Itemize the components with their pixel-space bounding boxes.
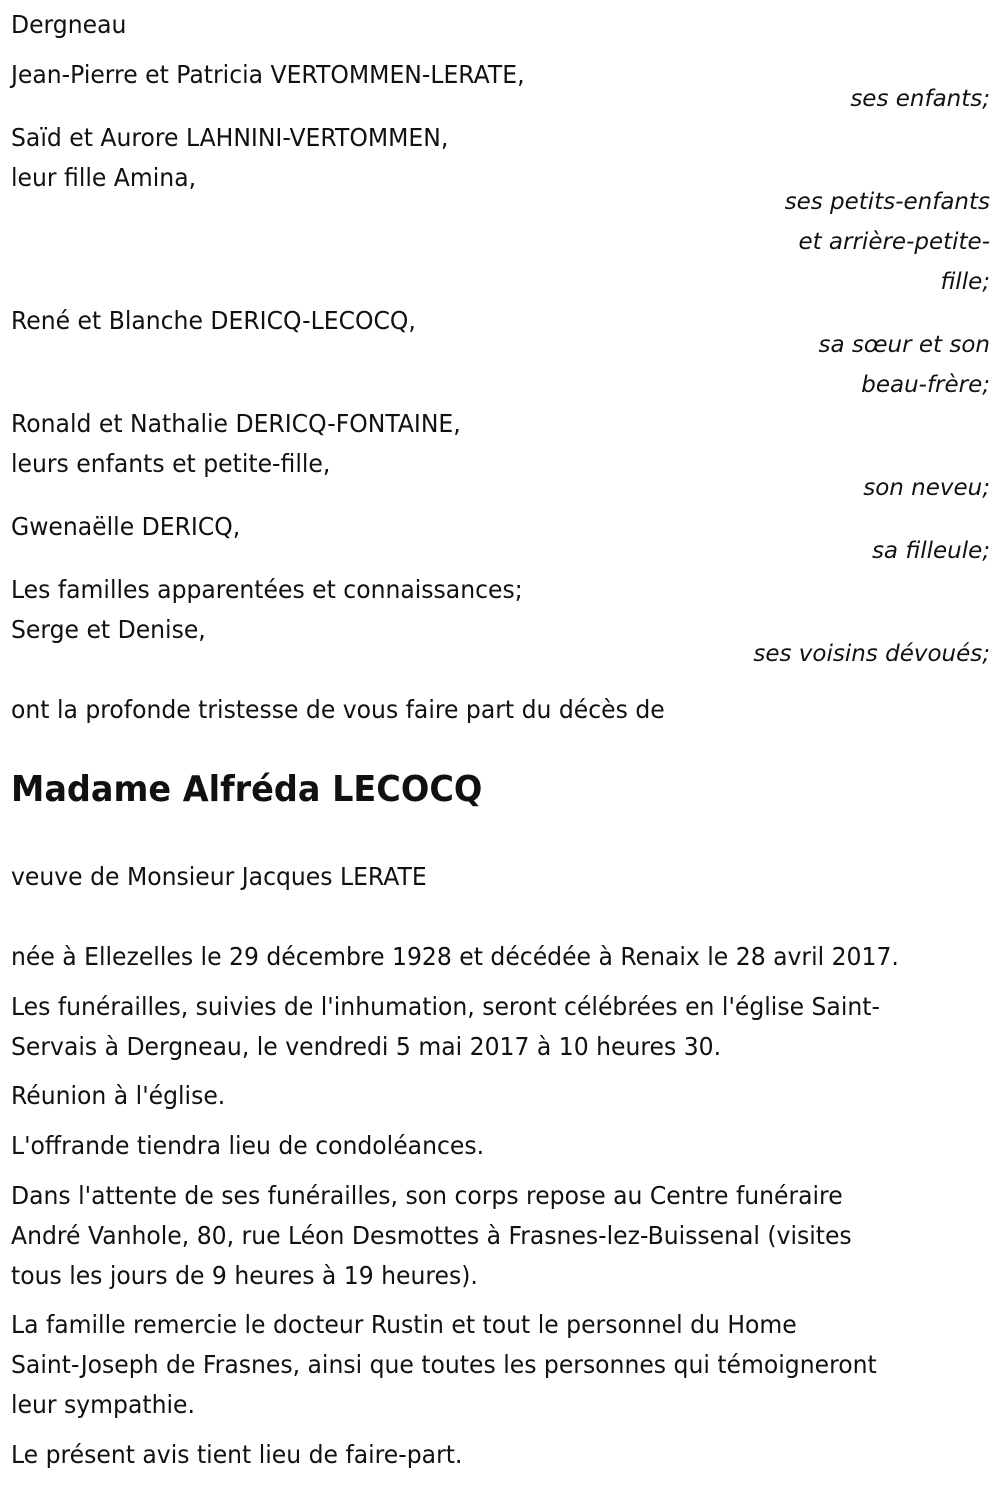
thanks-paragraph: La famille remercie le docteur Rustin et tout le personnel du Home: [11, 1310, 797, 1339]
family-member-line: Gwenaëlle DERICQ,: [11, 512, 241, 541]
family-relation: son neveu;: [863, 475, 990, 501]
family-relation: et arrière-petite-: [798, 229, 990, 255]
thanks-paragraph: Saint-Joseph de Frasnes, ainsi que toutes les personnes qui témoigneront: [11, 1350, 877, 1379]
visitation-details: tous les jours de 9 heures à 19 heures).: [11, 1261, 478, 1290]
closing-note: Le présent avis tient lieu de faire-part.: [11, 1440, 463, 1469]
family-member-line: René et Blanche DERICQ-LECOCQ,: [11, 306, 416, 335]
funeral-details: Les funérailles, suivies de l'inhumation, seront célébrées en l'église Saint-: [11, 992, 880, 1021]
meeting-place: Réunion à l'église.: [11, 1081, 226, 1110]
birth-death: née à Ellezelles le 29 décembre 1928 et décédée à Renaix le 28 avril 2017.: [11, 942, 899, 971]
family-member-line: Saïd et Aurore LAHNINI-VERTOMMEN,: [11, 123, 449, 152]
funeral-details: Servais à Dergneau, le vendredi 5 mai 2017 à 10 heures 30.: [11, 1032, 722, 1061]
family-relation: sa sœur et son: [818, 332, 990, 358]
family-relation: beau-frère;: [861, 372, 990, 398]
family-relation: ses voisins dévoués;: [753, 641, 990, 667]
announcement: ont la profonde tristesse de vous faire part du décès de: [11, 695, 665, 724]
visitation-details: Dans l'attente de ses funérailles, son corps repose au Centre funéraire: [11, 1181, 843, 1210]
condolences-note: L'offrande tiendra lieu de condoléances.: [11, 1131, 485, 1160]
visitation-details: André Vanhole, 80, rue Léon Desmottes à Frasnes-lez-Buissenal (visites: [11, 1221, 852, 1250]
family-relation: ses enfants;: [850, 86, 990, 112]
family-relation: ses petits-enfants: [784, 189, 990, 215]
family-member-line: leur fille Amina,: [11, 163, 197, 192]
family-member-line: Serge et Denise,: [11, 615, 206, 644]
family-member-line: Jean-Pierre et Patricia VERTOMMEN-LERATE,: [11, 60, 525, 89]
thanks-paragraph: leur sympathie.: [11, 1390, 195, 1419]
widow-of: veuve de Monsieur Jacques LERATE: [11, 862, 427, 891]
family-member-line: Les familles apparentées et connaissances;: [11, 575, 523, 604]
family-relation: fille;: [940, 269, 990, 295]
family-member-line: leurs enfants et petite-fille,: [11, 449, 331, 478]
deceased-name: Madame Alfréda LECOCQ: [11, 769, 483, 810]
family-member-line: Ronald et Nathalie DERICQ-FONTAINE,: [11, 409, 461, 438]
location: Dergneau: [11, 10, 127, 39]
family-relation: sa filleule;: [871, 538, 990, 564]
